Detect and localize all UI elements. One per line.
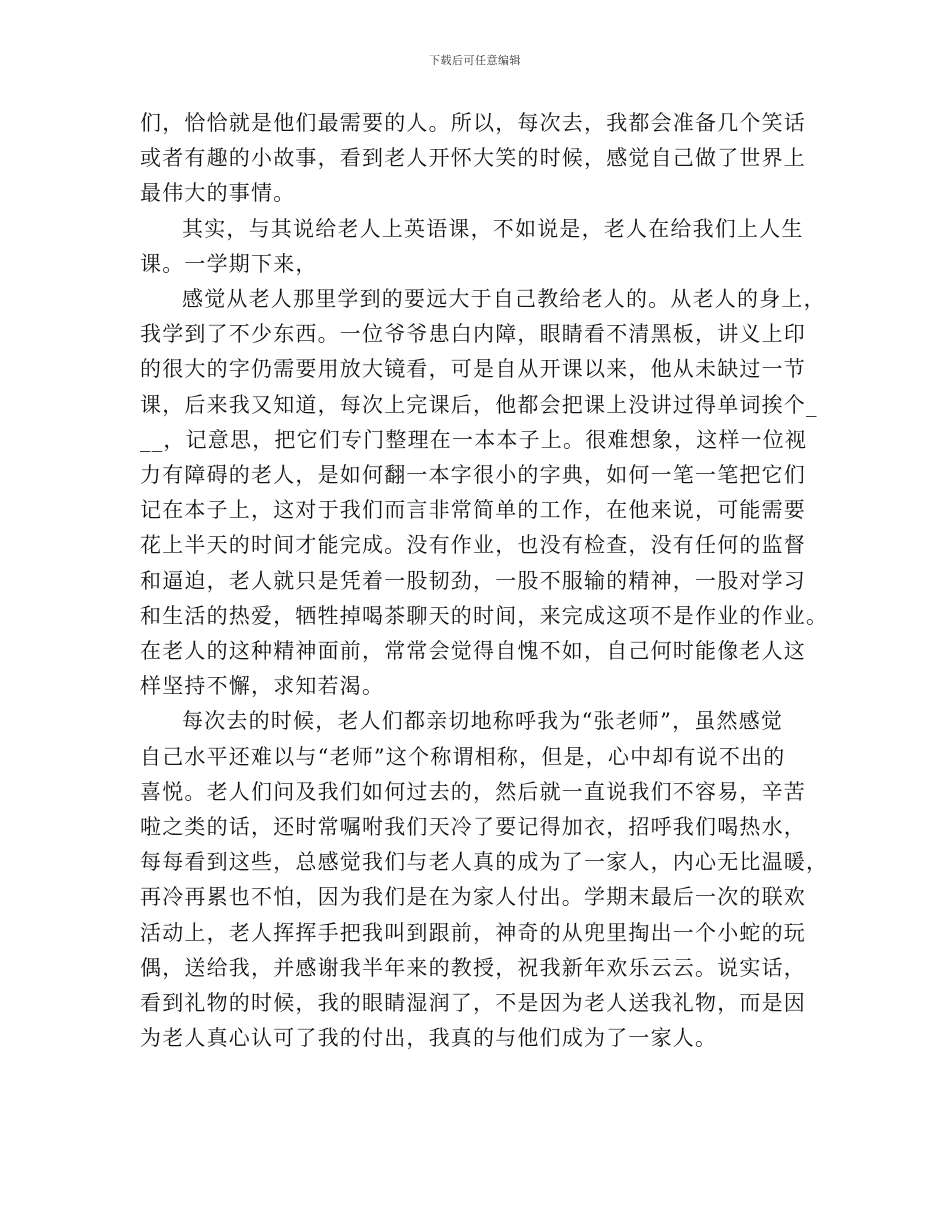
- text-line: 其实，与其说给老人上英语课，不如说是，老人在给我们上人生: [182, 216, 804, 241]
- text-line: 或者有趣的小故事，看到老人开怀大笑的时候，感觉自己做了世界上: [140, 146, 806, 171]
- text-line: 再冷再累也不怕，因为我们是在为家人付出。学期末最后一次的联欢: [140, 885, 806, 910]
- text-line: 每次去的时候，老人们都亲切地称呼我为“张老师”，虽然感觉: [182, 709, 784, 734]
- text-line: 为老人真心认可了我的付出，我真的与他们成为了一家人。: [140, 1026, 718, 1051]
- text-line: 每每看到这些，总感觉我们与老人真的成为了一家人，内心无比温暖，: [140, 850, 829, 875]
- text-line: 课，后来我又知道，每次上完课后，他都会把课上没讲过得单词挨个_: [140, 392, 818, 417]
- text-line: 自己水平还难以与“老师”这个称谓相称，但是，心中却有说不出的: [140, 744, 786, 769]
- page-header: 下载后可任意编辑: [429, 54, 521, 67]
- text-line: 偶，送给我，并感谢我半年来的教授，祝我新年欢乐云云。说实话，: [140, 955, 806, 980]
- text-line: 感觉从老人那里学到的要远大于自己教给老人的。从老人的身上，: [182, 287, 826, 312]
- text-line: 喜悦。老人们问及我们如何过去的，然后就一直说我们不容易，辛苦: [140, 779, 806, 804]
- text-line: 力有障碍的老人，是如何翻一本字很小的字典，如何一笔一笔把它们: [140, 463, 806, 488]
- text-line: 们，恰恰就是他们最需要的人。所以，每次去，我都会准备几个笑话: [140, 111, 806, 135]
- paragraph-1: [140, 106, 830, 212]
- text-line: 和逼迫，老人就只是凭着一股韧劲，一股不服输的精神，一股对学习: [140, 568, 806, 593]
- text-line: 看到礼物的时候，我的眼睛湿润了，不是因为老人送我礼物，而是因: [140, 991, 806, 1016]
- text-line: 我学到了不少东西。一位爷爷患白内障，眼睛看不清黑板，讲义上印: [140, 322, 806, 347]
- paragraph-2: [140, 212, 830, 282]
- text-line: __，记意思，把它们专门整理在一本本子上。很难想象，这样一位视: [140, 427, 808, 452]
- text-line: 活动上，老人挥挥手把我叫到跟前，神奇的从兜里掏出一个小蛇的玩: [140, 920, 806, 945]
- text-line: 课。一学期下来，: [140, 251, 318, 276]
- text-line: 在老人的这种精神面前，常常会觉得自愧不如，自己何时能像老人这: [140, 639, 806, 664]
- paragraph-3: [140, 282, 830, 704]
- text-line: 样坚持不懈，求知若渴。: [140, 674, 385, 699]
- text-line: 和生活的热爱，牺牲掉喝茶聊天的时间，来完成这项不是作业的作业。: [140, 603, 829, 628]
- text-line: 花上半天的时间才能完成。没有作业，也没有检查，没有任何的监督: [140, 533, 806, 558]
- paragraph-4: [140, 704, 830, 1056]
- text-line: 的很大的字仍需要用放大镜看，可是自从开课以来，他从未缺过一节: [140, 357, 806, 382]
- text-line: 啦之类的话，还时常嘱咐我们天冷了要记得加衣，招呼我们喝热水，: [140, 815, 806, 840]
- text-line: 最伟大的事情。: [140, 181, 296, 206]
- text-line: 记在本子上，这对于我们而言非常简单的工作，在他来说，可能需要: [140, 498, 806, 523]
- document-body: [140, 106, 830, 1056]
